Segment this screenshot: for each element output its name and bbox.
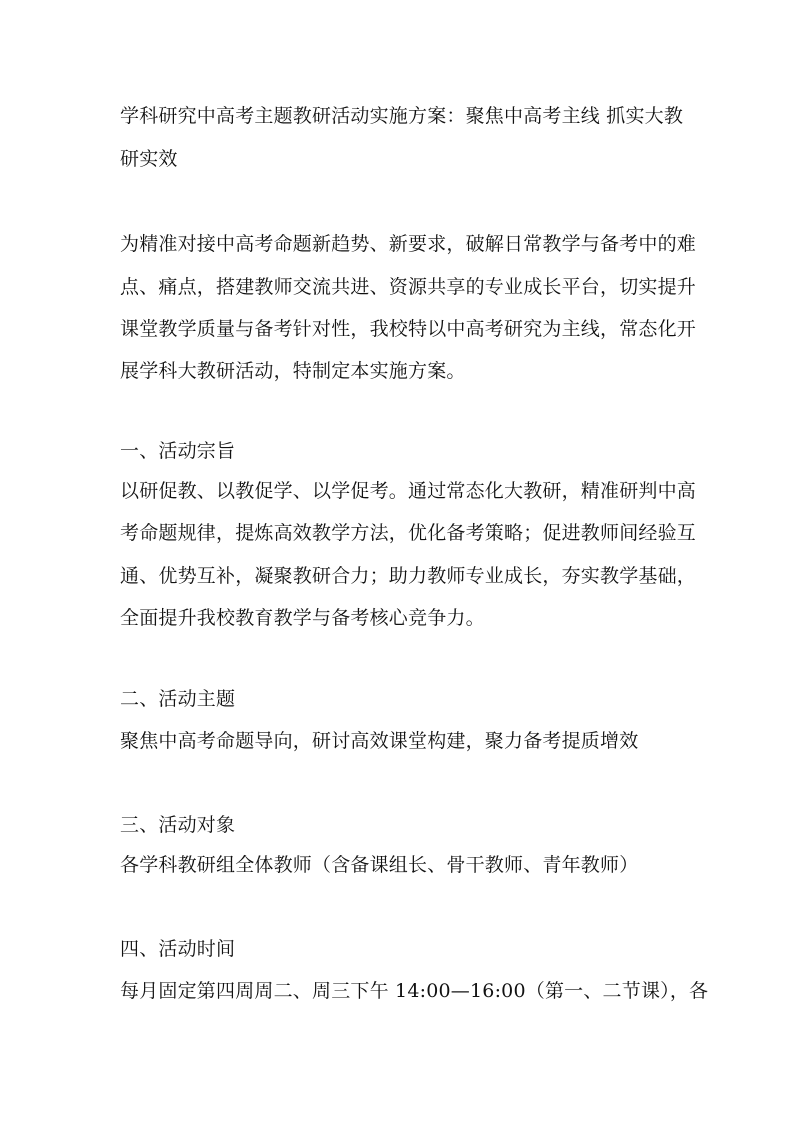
section-heading-participants: 三、活动对象 [120,814,236,836]
document-title-line-1: 学科研究中高考主题教研活动实施方案：聚焦中高考主线 抓实大教 [120,105,684,127]
theme-paragraph-line-1: 聚焦中高考命题导向，研讨高效课堂构建，聚力备考提质增效 [120,730,639,752]
intro-paragraph-line-4: 展学科大教研活动，特制定本实施方案。 [120,360,466,382]
section-heading-purpose: 一、活动宗旨 [120,440,236,462]
schedule-paragraph-line-1: 每月固定第四周周二、周三下午 14:00—16:00（第一、二节课），各 [120,980,709,1002]
section-heading-schedule: 四、活动时间 [120,938,236,960]
intro-paragraph-line-1: 为精准对接中高考命题新趋势、新要求，破解日常教学与备考中的难 [120,233,697,255]
purpose-paragraph-line-1: 以研促教、以教促学、以学促考。通过常态化大教研，精准研判中高 [120,480,697,502]
section-heading-theme: 二、活动主题 [120,688,236,710]
participants-paragraph-line-1: 各学科教研组全体教师（含备课组长、骨干教师、青年教师） [120,854,639,876]
document-title-line-2: 研实效 [120,148,178,170]
purpose-paragraph-line-4: 全面提升我校教育教学与备考核心竞争力。 [120,607,485,629]
intro-paragraph-line-2: 点、痛点，搭建教师交流共进、资源共享的专业成长平台，切实提升 [120,276,697,298]
purpose-paragraph-line-3: 通、优势互补，凝聚教研合力；助力教师专业成长，夯实教学基础， [120,565,697,587]
intro-paragraph-line-3: 课堂教学质量与备考针对性，我校特以中高考研究为主线，常态化开 [120,318,697,340]
purpose-paragraph-line-2: 考命题规律，提炼高效教学方法，优化备考策略；促进教师间经验互 [120,522,697,544]
